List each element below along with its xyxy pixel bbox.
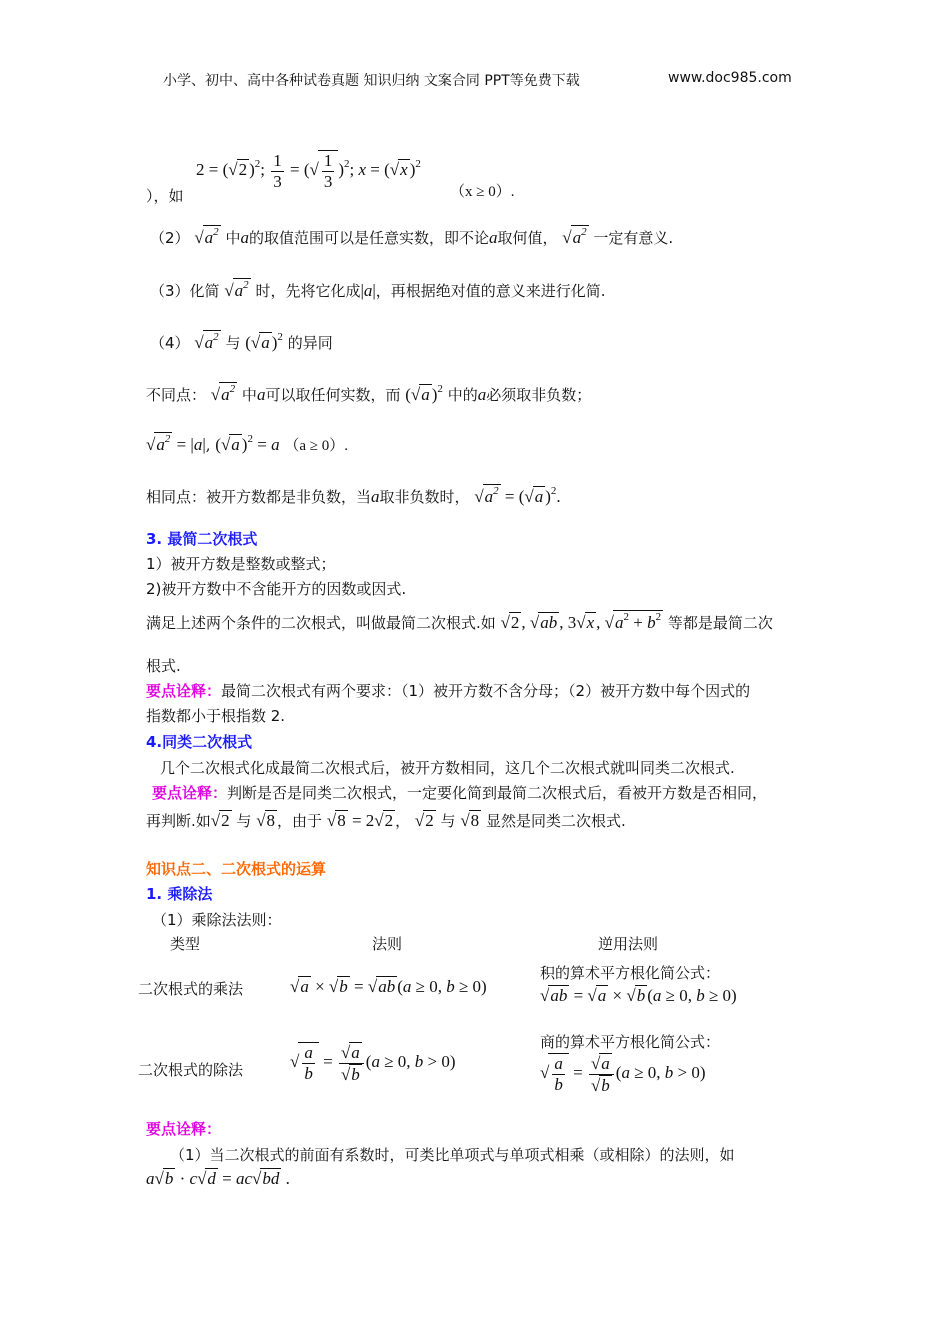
section3-cond1: 1）被开方数是整数或整式； xyxy=(146,555,336,573)
row1-inverse-title: 积的算术平方根化简公式： xyxy=(540,964,721,982)
kp2-sub1: 1. 乘除法 xyxy=(146,885,213,903)
row1-type: 二次根式的乘法 xyxy=(138,980,244,998)
section4-definition: 几个二次根式化成最简二次根式后，被开方数相同，这几个二次根式就叫同类二次根式. xyxy=(160,759,735,777)
row1-inverse-formula: √ab = √a × √b (a ≥ 0, b ≥ 0) xyxy=(540,986,737,1005)
section4-example: 再判断.如√2 与 √8 ，由于 √8 = 2√2 ， √2 与 √8 显然是同类二次根式. xyxy=(146,811,626,830)
section3-note: 要点诠释：最简二次根式有两个要求：（1）被开方数不含分母；（2）被开方数中每个因式的 xyxy=(146,682,751,700)
formula-square-examples: 2 = (√2 )$^2$; $\frac{1}{3}$ = (√ $\frac{1}{3}$ )$^2$; x = (√x )$^2$ xyxy=(196,151,421,191)
row2-inverse-title: 商的算术平方根化简公式： xyxy=(540,1033,721,1051)
row1-rule-formula: √a × √b = √ab (a ≥ 0, b ≥ 0) xyxy=(290,977,487,996)
header-right: www.doc985.com xyxy=(668,70,792,86)
line2: （2） $√a^2$ 中a的取值范围可以是任意实数，即不论a取何值， $√a^2$ 一定有意义. xyxy=(150,226,674,247)
row2-type: 二次根式的除法 xyxy=(138,1061,244,1079)
line3: （3）化简 $√a^2$ 时，先将它化成|a|，再根据绝对值的意义来进行化简. xyxy=(150,279,606,300)
section4-title: 4.同类二次根式 xyxy=(146,733,253,751)
kp2-note1-formula: a√b · c√d = ac√bd . xyxy=(146,1169,290,1188)
kp2-rule: （1）乘除法法则： xyxy=(152,911,282,929)
col-inverse: 逆用法则 xyxy=(598,935,659,953)
line1-prefix: ），如 xyxy=(146,187,184,205)
row2-rule-formula: √ $\frac{a}{b}$ = $\frac{√a}{√b}$ (a ≥ 0, b > 0) xyxy=(290,1043,456,1084)
row2-inverse-formula: √ $\frac{a}{b}$ = $\frac{√a}{√b}$ (a ≥ 0, b > 0) xyxy=(540,1054,706,1095)
line5-differences: 不同点： $√a^2$ 中a可以取任何实数，而 (√a )$^2$ 中的a必须取非负数； xyxy=(146,383,592,404)
section3-cond2: 2)被开方数中不含能开方的因数或因式. xyxy=(146,580,407,598)
kp2-note-label: 要点诠释： xyxy=(146,1120,222,1138)
section4-note: 要点诠释：判断是否是同类二次根式，一定要化简到最简二次根式后，看被开方数是否相同， xyxy=(152,784,768,802)
line4: （4） $√a^2$ 与 (√a )$^2$ 的异同 xyxy=(150,331,333,352)
kp2-note1: （1）当二次根式的前面有系数时，可类比单项式与单项式相乘（或相除）的法则，如 xyxy=(170,1146,735,1164)
section3-definition: 满足上述两个条件的二次根式，叫做最简二次根式.如 √2 , √ab , 3√x , $√a^2 + b^2$ 等都是最简二次 xyxy=(146,611,773,632)
line1-condition: （x ≥ 0）. xyxy=(450,184,515,200)
kp2-title: 知识点二、二次根式的运算 xyxy=(146,860,327,878)
line7-similarities: 相同点：被开方数都是非负数，当a取非负数时， $√a^2 = (√a$ )$^2$. xyxy=(146,485,561,506)
line6-formulas: $√a^2 = |a|$, (√a )$^2$ = a （a ≥ 0）. xyxy=(146,433,348,454)
col-rule: 法则 xyxy=(372,935,403,953)
col-type: 类型 xyxy=(170,935,201,953)
header-left: 小学、初中、高中各种试卷真题 知识归纳 文案合同 PPT等免费下载 xyxy=(163,73,580,89)
section3-note2: 指数都小于根指数 2. xyxy=(146,707,286,725)
section3-title: 3. 最简二次根式 xyxy=(146,530,258,548)
section3-definition-end: 根式. xyxy=(146,657,181,675)
